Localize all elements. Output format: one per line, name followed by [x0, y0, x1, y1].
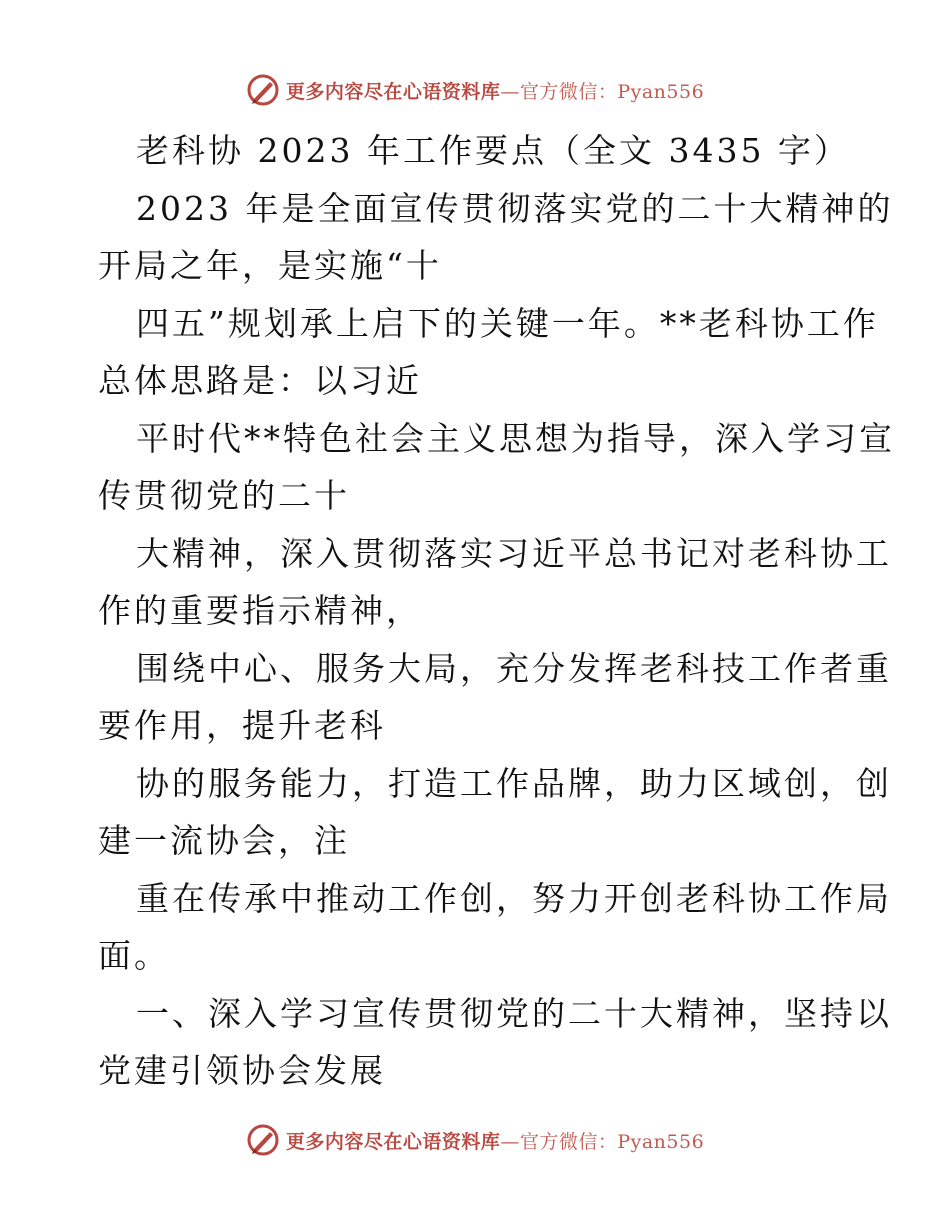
footer-watermark [0, 1120, 950, 1160]
text-line: 传贯彻党的二十 [98, 476, 350, 515]
text-line: 作的重要指示精神， [98, 591, 422, 630]
text-line: 重在传承中推动工作创，努力开创老科协工作局 [136, 878, 892, 918]
text-line: 大精神，深入贯彻落实习近平总书记对老科协工 [136, 533, 892, 573]
watermark-text: 更多内容尽在心语资料库—官方微信：Pyan556 [285, 80, 705, 103]
text-line: 要作用，提升老科 [98, 706, 386, 745]
pen-logo-icon [246, 1123, 280, 1157]
text-line: 围绕中心、服务大局，充分发挥老科技工作者重 [136, 648, 892, 688]
text-line: 协的服务能力，打造工作品牌，助力区域创，创 [136, 763, 892, 803]
text-line: 老科协 2023 年工作要点（全文 3435 字） [136, 131, 850, 170]
text-line: 2023 年是全面宣传贯彻落实党的二十大精神的 [136, 188, 894, 228]
text-line: 面。 [98, 936, 170, 975]
header-watermark [0, 70, 950, 110]
text-line: 总体思路是：以习近 [98, 361, 422, 400]
text-line: 党建引领协会发展 [98, 1051, 386, 1090]
pen-logo-icon [246, 73, 280, 107]
text-line: 四五”规划承上启下的关键一年。**老科协工作 [136, 303, 879, 343]
text-line: 开局之年，是实施“十 [98, 246, 442, 285]
text-line: 一、深入学习宣传贯彻党的二十大精神，坚持以 [136, 993, 892, 1033]
text-line: 平时代**特色社会主义思想为指导，深入学习宣 [136, 418, 895, 458]
text-line: 建一流协会，注 [98, 821, 350, 860]
document-body [98, 122, 895, 1100]
watermark-text: 更多内容尽在心语资料库—官方微信：Pyan556 [285, 1130, 705, 1153]
